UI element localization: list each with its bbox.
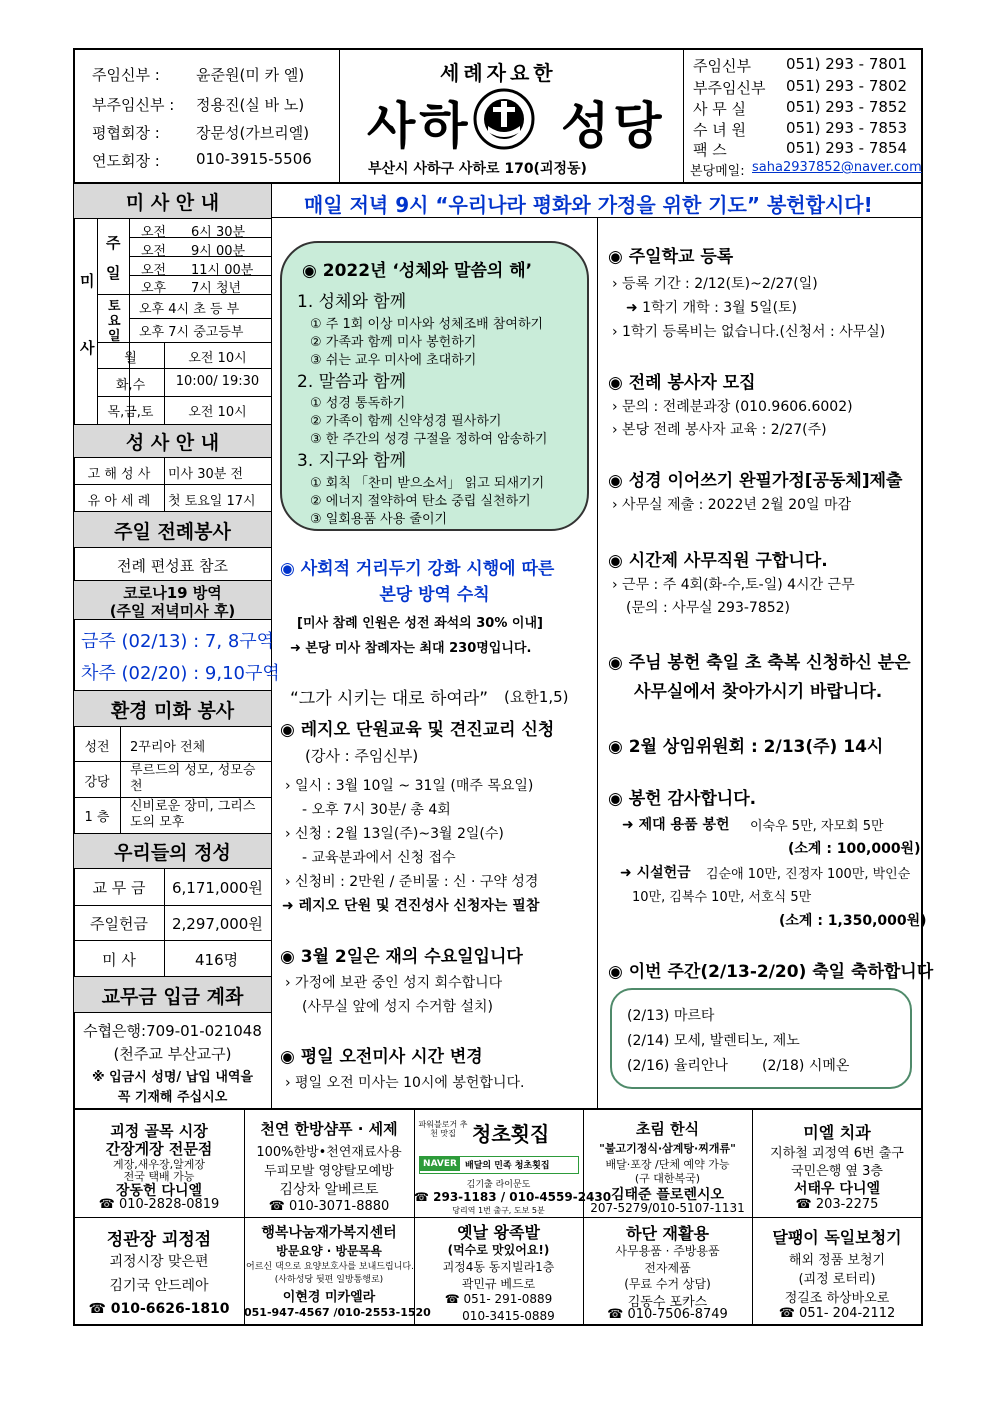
theme-3-item-2: ② 에너지 절약하여 탄소 중립 실천하기 <box>310 494 531 509</box>
account-note-2: 꼭 기재해 주십시오 <box>117 1090 228 1105</box>
ad-7-title: 행복나눔재가복지센터 <box>261 1225 397 1241</box>
ad-4-owner: 김태준 플로렌시오 <box>610 1187 725 1203</box>
ad-4-title: 초림 한식 <box>635 1120 700 1138</box>
thanks-2-body2: 10만, 김복수 10만, 서호식 5만 <box>632 890 812 905</box>
sunday-am-3: 오전 <box>141 263 167 278</box>
phone-value-2: 051) 293 - 7852 <box>786 98 908 116</box>
ad-7-line-3: 어르신 댁으로 요양보호사를 보내드립니다. <box>246 1262 414 1272</box>
theme-1-item-3: ③ 쉬는 교우 미사에 초대하기 <box>310 353 477 368</box>
thanks-2-head: ➜ 시설헌금 <box>620 865 691 881</box>
liturgy-ref: 전례 편성표 참조 <box>117 557 228 575</box>
theme-1-head: 1. 성체와 함께 <box>297 292 407 312</box>
ad-8-owner: 곽민규 베드로 <box>461 1277 536 1291</box>
mass-label-sa: 사 <box>80 339 95 357</box>
sunday-am-2: 오전 <box>141 244 167 259</box>
weekday-mass-title: ◉ 평일 오전미사 시간 변경 <box>280 1047 483 1067</box>
assistant-name: 정용진(실 바 노) <box>196 96 305 114</box>
ad-2-line-2: 100%한방•천연재료사용 <box>256 1145 402 1160</box>
phone-value-1: 051) 293 - 7802 <box>786 77 908 95</box>
ad-9-line-2: 사무용품 · 주방용품 <box>615 1244 720 1258</box>
nameday-4: (2/18) 시메온 <box>762 1058 850 1074</box>
ad-9-line-3: 전자제품 <box>644 1261 691 1275</box>
ad-8-line-2: (먹수로 맛있어요!) <box>447 1243 550 1257</box>
covid-next-week: 차주 (02/20) : 9,10구역 <box>81 663 280 684</box>
theme-2-item-1: ① 성경 통독하기 <box>310 396 406 411</box>
env-place-3: 1 층 <box>84 810 110 825</box>
distancing-note: [미사 참례 인원은 성전 좌석의 30% 이내] <box>297 616 543 631</box>
legio-item-4: - 교육분과에서 신청 접수 <box>302 850 456 866</box>
ad-5-owner: 서태우 다니엘 <box>793 1181 881 1197</box>
nameday-1: (2/13) 마르타 <box>627 1008 715 1024</box>
ad-1-owner: 장동헌 다니엘 <box>115 1183 203 1199</box>
ad-2-line-3: 두피모발 영양탈모예방 <box>264 1164 394 1179</box>
ad-6-owner: 김기국 안드레아 <box>109 1278 209 1294</box>
sunday-time-3: 11시 00분 <box>191 263 254 278</box>
school-item-3: › 1학기 등록비는 없습니다.(신청서 : 사무실) <box>612 324 886 340</box>
thanks-1-sum: (소계 : 100,000원) <box>788 841 921 857</box>
legio-sub: (강사 : 주임신부) <box>305 747 419 765</box>
offering-label-1: 교 무 금 <box>92 879 146 897</box>
account-holder: (천주교 부산교구) <box>113 1045 232 1063</box>
baptism-label: 유 아 세 례 <box>87 494 151 509</box>
sat-mass-2: 오후 7시 중고등부 <box>139 325 244 340</box>
school-item-1: › 등록 기간 : 2/12(토)~2/27(일) <box>612 276 818 292</box>
staff-item-1: › 근무 : 주 4회(화-수,토-일) 4시간 근무 <box>612 577 855 593</box>
ad-3-location: 당리역 1번 출구, 도보 5분 <box>452 1206 545 1215</box>
weekday-time-3: 오전 10시 <box>188 405 247 420</box>
account-note-1: ※ 입금시 성명/ 납입 내역을 <box>91 1070 254 1085</box>
offering-title: 우리들의 정성 <box>114 842 231 864</box>
sunday-time-1: 6시 30분 <box>191 225 246 240</box>
weekday-mass-item: › 평일 오전 미사는 10시에 봉헌합니다. <box>285 1075 525 1091</box>
sacrament-title: 성 사 안 내 <box>125 432 220 454</box>
school-item-2: ➜ 1학기 개학 : 3월 5일(토) <box>626 300 798 316</box>
feast-line-2: 사무실에서 찾아가시기 바랍니다. <box>634 682 883 702</box>
mass-label-mi: 미 <box>80 272 95 290</box>
committee: ◉ 2월 상임위원회 : 2/13(주) 14시 <box>608 737 884 757</box>
parish-name-2: 성당 <box>561 97 666 155</box>
offering-value-3: 416명 <box>195 951 239 969</box>
sunday-pm-4: 오후 <box>141 281 167 296</box>
thanks-2-sum: (소계 : 1,350,000원) <box>779 913 927 929</box>
offering-label-3: 미 사 <box>102 951 136 969</box>
phone-value-0: 051) 293 - 7801 <box>786 55 908 73</box>
staff-title: ◉ 시간제 사무직원 구합니다. <box>608 551 828 571</box>
nameday-title: ◉ 이번 주간(2/13-2/20) 축일 축하합니다 <box>608 962 934 982</box>
sunday-am-1: 오전 <box>141 225 167 240</box>
ad-1-subtitle: 간장게장 전문점 <box>105 1140 213 1158</box>
ad-8-title: 옛날 왕족발 <box>457 1223 540 1242</box>
ad-9-line-4: (무료 수거 상담) <box>624 1277 711 1291</box>
ad-9-title: 하단 재활용 <box>626 1224 709 1243</box>
ad-5-line-3: 국민은행 옆 3층 <box>791 1164 883 1179</box>
ash-title: ◉ 3월 2일은 재의 수요일입니다 <box>280 947 523 967</box>
env-place-2: 강당 <box>84 775 110 790</box>
school-title: ◉ 주일학교 등록 <box>608 247 734 267</box>
ad-4-line-2: "불고기정식·삼계탕·찌개류" <box>599 1142 736 1155</box>
altar-item-1: › 문의 : 전례분과장 (010.9606.6002) <box>612 399 853 415</box>
sunday-time-2: 9시 00분 <box>191 244 246 259</box>
liturgy-title: 주일 전례봉사 <box>114 521 231 543</box>
email-link[interactable]: saha2937852@naver.com <box>752 160 922 175</box>
weekday-day-1: 월 <box>124 351 137 366</box>
assistant-label: 부주임신부 : <box>92 96 175 114</box>
mass-title: 미 사 안 내 <box>125 192 220 214</box>
council-name: 장문성(가브리엘) <box>196 124 310 142</box>
banner: 매일 저녁 9시 “우리나라 평화와 가정을 위한 기도” 봉헌합시다! <box>304 193 873 217</box>
covid-title-2: (주일 저녁미사 후) <box>109 602 236 620</box>
phone-label-2: 사 무 실 <box>693 100 747 118</box>
ad-9-phone: ☎ 010-7506-8749 <box>607 1307 728 1322</box>
thanks-1-head: ➜ 제대 용품 봉헌 <box>622 817 730 833</box>
parish-patron: 세례자요한 <box>440 61 557 85</box>
ad-3-phone: ☎ 293-1183 / 010-4559-2430 <box>414 1190 612 1204</box>
ad-5-phone: ☎ 203-2275 <box>795 1197 879 1212</box>
email-label: 본당메일: <box>690 164 745 179</box>
parish-name-1: 사하 <box>367 97 472 155</box>
env-team-1: 2꾸리아 전체 <box>130 740 206 755</box>
scripture-quote: “그가 시키는 대로 하여라” <box>290 689 489 709</box>
theme-2-head: 2. 말씀과 함께 <box>297 372 407 392</box>
ad-6-title: 정관장 괴정점 <box>106 1230 212 1250</box>
year-theme-title: ◉ 2022년 ‘성체와 말씀의 해’ <box>302 261 533 281</box>
sat-label-3: 일 <box>108 329 121 344</box>
requiem-phone: 010-3915-5506 <box>196 150 312 168</box>
weekday-day-2: 화,수 <box>115 378 146 393</box>
ad-8-phone-2: 010-3415-0889 <box>462 1309 555 1323</box>
ad-10-title: 달팽이 독일보청기 <box>772 1228 902 1247</box>
council-label: 평협회장 : <box>92 124 160 142</box>
ad-1-line-3: 게장,새우장,알게장 <box>112 1158 205 1171</box>
ad-10-phone: ☎ 051- 204-2112 <box>778 1306 896 1321</box>
nameday-2: (2/14) 모세, 발렌티노, 제노 <box>627 1033 800 1049</box>
altar-item-2: › 본당 전례 봉사자 교육 : 2/27(주) <box>612 422 827 438</box>
weekday-time-1: 오전 10시 <box>188 351 247 366</box>
staff-item-2: (문의 : 사무실 293-7852) <box>626 600 791 616</box>
church-emblem-icon <box>462 88 546 150</box>
ad-7-phone: 051-947-4567 /010-2553-1520 <box>244 1306 431 1319</box>
covid-this-week: 금주 (02/13) : 7, 8구역 <box>81 631 275 652</box>
confession-time: 미사 30분 전 <box>168 467 244 482</box>
ad-8-phone: ☎ 051- 291-0889 <box>444 1292 553 1306</box>
ad-6-line-2: 괴정시장 맞은편 <box>109 1254 209 1270</box>
sunday-time-4: 7시 청년 <box>191 281 242 296</box>
ad-5-line-2: 지하철 괴정역 6번 출구 <box>770 1146 904 1161</box>
pastor-label: 주임신부 : <box>92 66 160 84</box>
distancing-note-2: ➜ 본당 미사 참례자는 최대 230명입니다. <box>290 641 532 656</box>
ad-4-line-3: 배달·포장 /단체 예약 가능 <box>605 1158 730 1171</box>
phone-label-3: 수 녀 원 <box>693 121 747 139</box>
scripture-ref: (요한1,5) <box>504 688 569 706</box>
baptism-time: 첫 토요일 17시 <box>168 494 256 509</box>
env-team-3: 신비로운 장미, 그리스도의 모후 <box>130 799 256 830</box>
feast-line-1: ◉ 주님 봉헌 축일 초 축복 신청하신 분은 <box>608 653 911 673</box>
theme-3-item-3: ③ 일회용품 사용 줄이기 <box>310 512 448 527</box>
account-title: 교무금 입금 계좌 <box>101 986 244 1008</box>
sunday-label-1: 주 <box>106 234 121 252</box>
ad-10-line-3: (괴정 로터리) <box>798 1272 876 1287</box>
phone-label-4: 팩 스 <box>693 141 727 159</box>
ad-3-naver-logo: NAVER <box>420 1157 460 1171</box>
phone-value-4: 051) 293 - 7854 <box>786 139 908 157</box>
theme-3-item-1: ① 회칙 「찬미 받으소서」 읽고 되새기기 <box>310 476 545 491</box>
sunday-label-2: 일 <box>106 264 121 282</box>
theme-1-item-2: ② 가족과 함께 미사 봉헌하기 <box>310 335 477 350</box>
ad-3-owner: 김기출 라이문도 <box>466 1180 531 1190</box>
ad-10-owner: 정길조 하상바오로 <box>784 1291 890 1306</box>
legio-item-3: › 신청 : 2월 13일(주)~3월 2일(수) <box>285 826 504 842</box>
sat-label-1: 토 <box>108 299 121 314</box>
weekday-time-2: 10:00/ 19:30 <box>175 374 260 389</box>
ad-7-line-4: (사하성당 뒷편 일방통행로) <box>274 1275 384 1285</box>
covid-title-1: 코로나19 방역 <box>123 584 222 602</box>
thanks-title: ◉ 봉헌 감사합니다. <box>608 789 757 809</box>
offering-label-2: 주일헌금 <box>90 915 148 933</box>
confession-label: 고 해 성 사 <box>87 467 151 482</box>
offering-value-2: 2,297,000원 <box>172 915 263 933</box>
ad-10-line-2: 해외 정품 보청기 <box>788 1253 886 1268</box>
pastor-name: 윤준원(미 카 엘) <box>196 66 305 84</box>
ad-3-delivery: 배달의 민족 청초횟집 <box>465 1161 550 1171</box>
ad-3-tagline: 파워블로거 추천 맛집 <box>418 1120 468 1138</box>
bible-title: ◉ 성경 이어쓰기 완필가정[공동체]제출 <box>608 471 903 491</box>
nameday-3: (2/16) 율리안나 <box>627 1058 728 1074</box>
requiem-label: 연도회장 : <box>92 152 160 170</box>
thanks-1-body: 이숙우 5만, 자모회 5만 <box>750 819 884 834</box>
sat-mass-1: 오후 4시 초 등 부 <box>139 302 240 317</box>
ad-2-phone: ☎ 010-3071-8880 <box>268 1199 390 1214</box>
ad-2-owner: 김상차 알베르토 <box>279 1182 379 1198</box>
ad-7-owner: 이현경 미카엘라 <box>282 1290 376 1305</box>
ad-1-title: 괴정 골목 시장 <box>110 1122 208 1140</box>
phone-label-0: 주임신부 <box>693 57 751 75</box>
ad-6-phone: ☎ 010-6626-1810 <box>88 1301 230 1317</box>
legio-title: ◉ 레지오 단원교육 및 견진교리 신청 <box>280 720 555 740</box>
legio-must: ➜ 레지오 단원 및 견진성사 신청자는 필참 <box>282 898 540 914</box>
ad-8-line-3: 괴정4동 동지빌라1층 <box>442 1260 555 1274</box>
sat-label-2: 요 <box>108 314 121 329</box>
ad-7-line-2: 방문요양 · 방문목욕 <box>276 1244 382 1258</box>
weekday-day-3: 목,금,토 <box>107 405 154 420</box>
altar-title: ◉ 전례 봉사자 모집 <box>608 373 756 393</box>
ad-4-phone: 207-5279/010-5107-1131 <box>590 1201 745 1215</box>
legio-item-5: › 신청비 : 2만원 / 준비물 : 신 · 구약 성경 <box>285 874 539 890</box>
env-team-2: 루르드의 성모, 성모승천 <box>130 763 256 794</box>
parish-address: 부산시 사하구 사하로 170(괴정동) <box>368 161 587 177</box>
ad-3-title: 청초횟집 <box>472 1122 550 1146</box>
account-number: 수협은행:709-01-021048 <box>83 1022 262 1040</box>
distancing-title-1: ◉ 사회적 거리두기 강화 시행에 따른 <box>280 559 555 579</box>
bible-item: › 사무실 제출 : 2022년 2월 20일 마감 <box>612 497 852 513</box>
legio-item-2: - 오후 7시 30분/ 총 4회 <box>302 802 451 818</box>
ad-5-title: 미엘 치과 <box>803 1123 871 1142</box>
offering-value-1: 6,171,000원 <box>172 879 263 897</box>
theme-3-head: 3. 지구와 함께 <box>297 451 407 471</box>
thanks-2-body: 김순애 10만, 진정자 100만, 박인순 <box>706 867 911 882</box>
ad-1-phone: ☎ 010-2828-0819 <box>98 1197 220 1212</box>
theme-1-item-1: ① 주 1회 이상 미사와 성체조배 참여하기 <box>310 317 544 332</box>
legio-item-1: › 일시 : 3월 10일 ~ 31일 (매주 목요일) <box>285 778 534 794</box>
ad-1-line-4: 전국 택배 가능 <box>123 1170 195 1183</box>
env-place-1: 성전 <box>84 740 110 755</box>
phone-value-3: 051) 293 - 7853 <box>786 119 908 137</box>
env-title: 환경 미화 봉사 <box>110 700 235 722</box>
phone-label-1: 부주임신부 <box>693 79 766 97</box>
theme-2-item-2: ② 가족이 함께 신약성경 필사하기 <box>310 414 502 429</box>
ad-9-owner: 김동수 포카스 <box>627 1295 708 1310</box>
ad-4-line-4: (구 대한복국) <box>634 1172 701 1185</box>
distancing-title-2: 본당 방역 수칙 <box>379 585 490 605</box>
theme-2-item-3: ③ 한 주간의 성경 구절을 정하여 암송하기 <box>310 432 548 447</box>
ash-item-2: (사무실 앞에 성지 수거함 설치) <box>302 999 494 1015</box>
ad-2-title: 천연 한방샴푸 · 세제 <box>260 1120 398 1138</box>
ash-item-1: › 가정에 보관 중인 성지 회수합니다 <box>285 975 503 991</box>
